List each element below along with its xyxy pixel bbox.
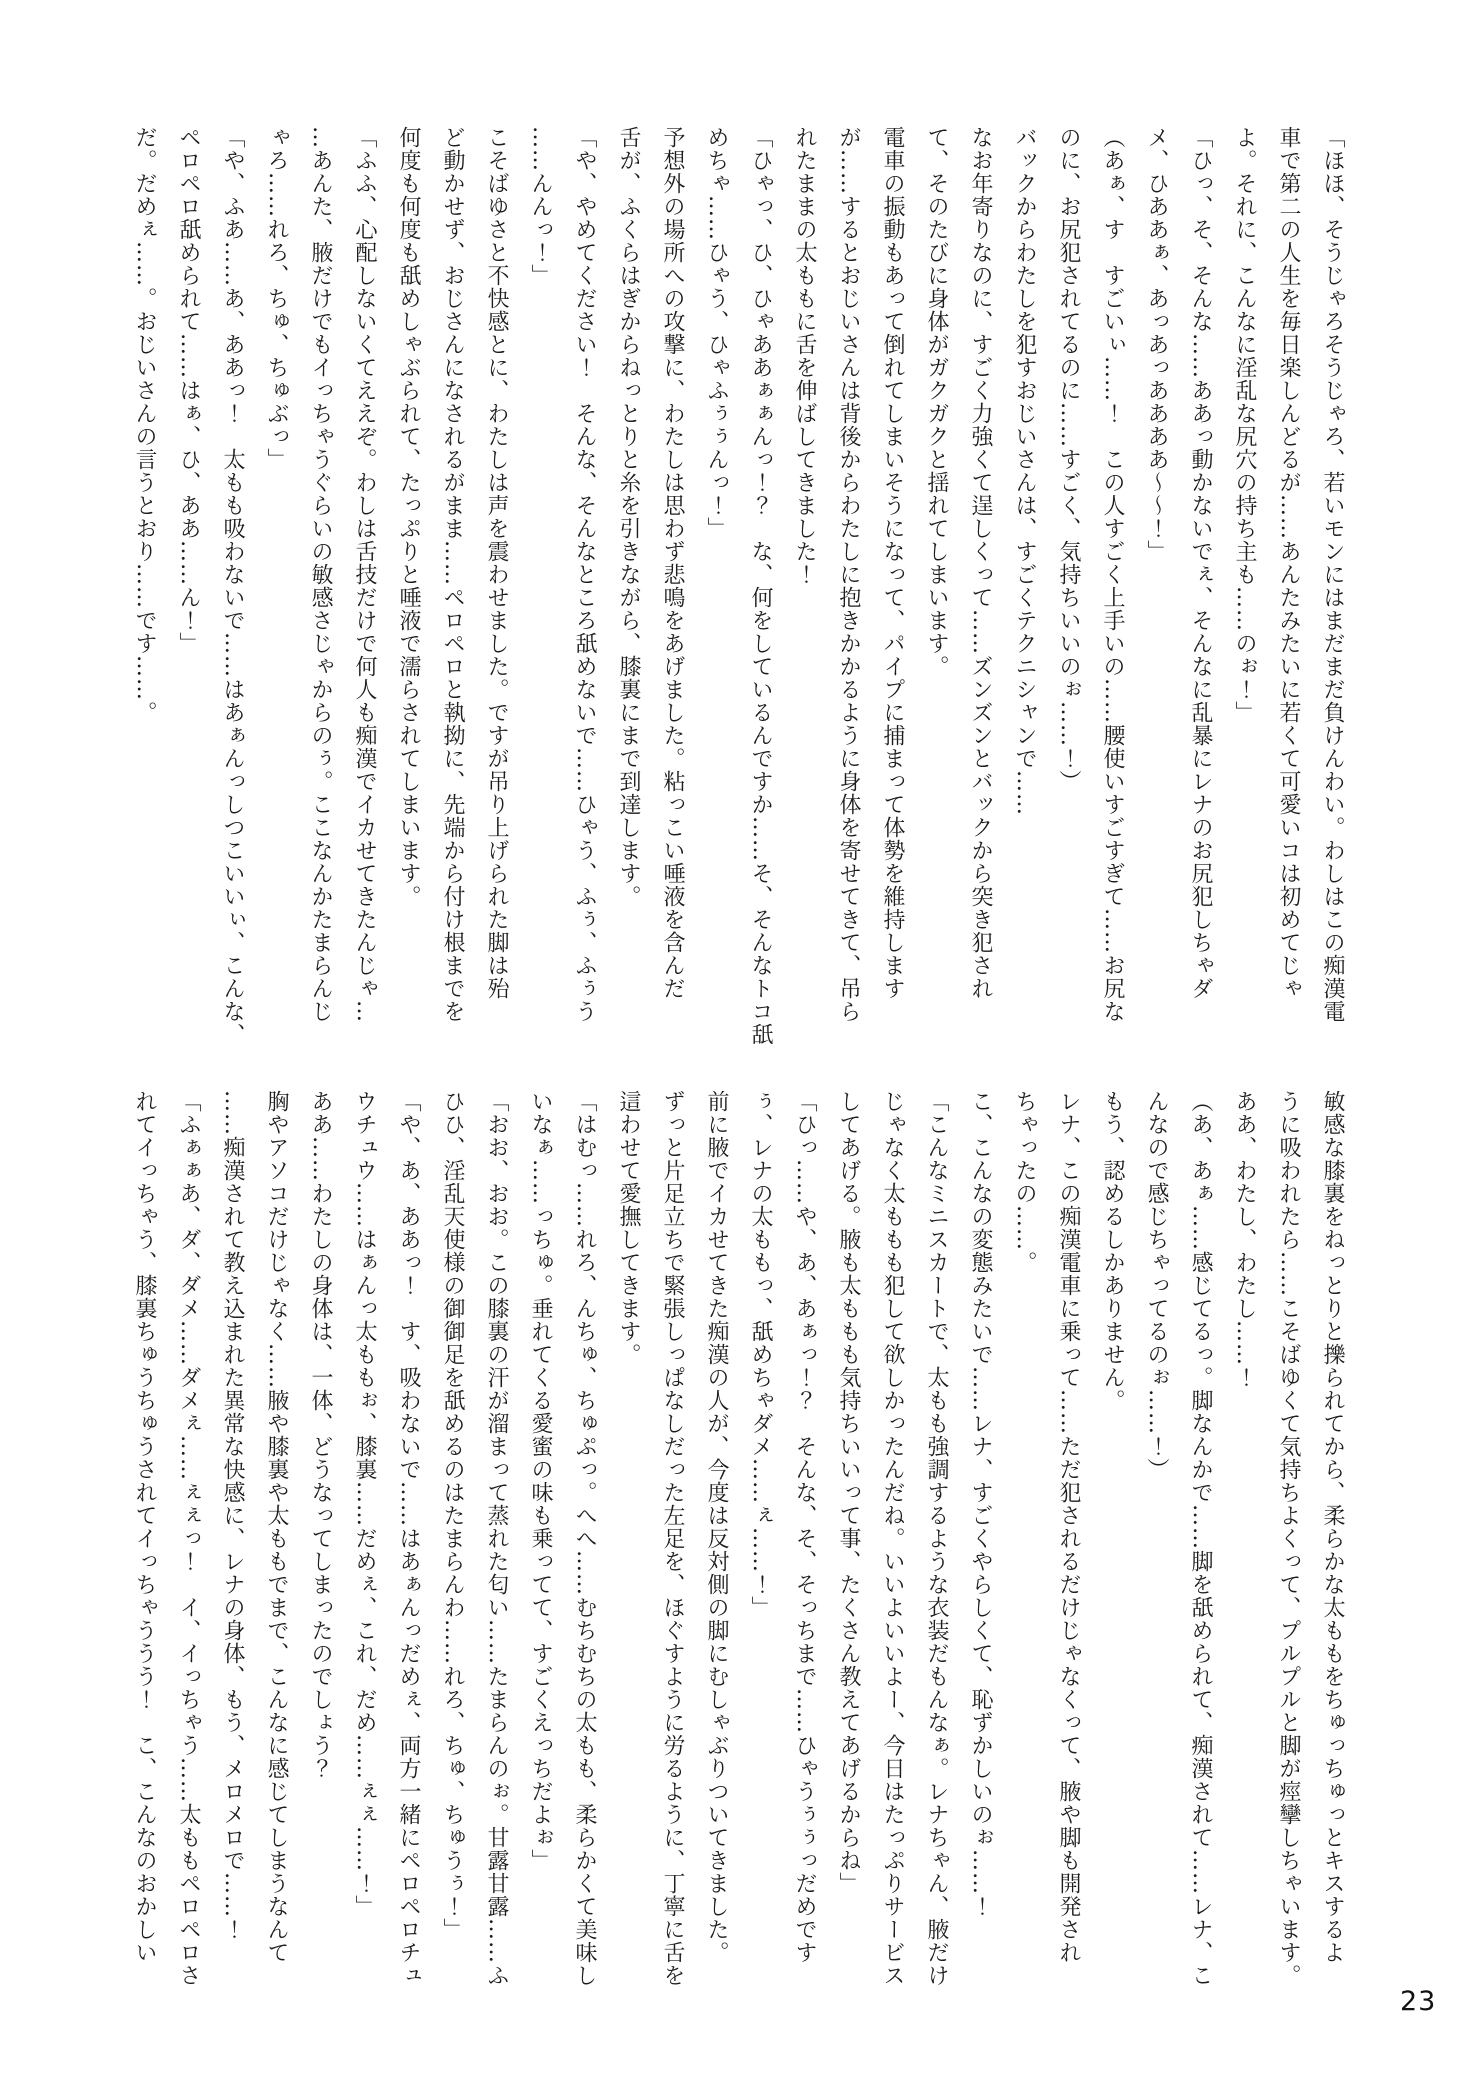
text-column: だ。だめぇ……。おじいさんの言うとおり……です……。 (132, 126, 157, 724)
text-column: もう、認めるしかありません。 (1100, 1090, 1125, 1412)
text-column: ああ、わたし、わたし……！ (1232, 1090, 1257, 1389)
text-column: 「ひっ、そ、そんな……ああっ動かないでぇ、そんなに乱暴にレナのお尻犯しちゃダ (1188, 126, 1213, 1000)
text-column: 前に腋でイカせてきた痴漢の人が、今度は反対側の脚にむしゃぶりついてきました。 (704, 1090, 729, 1964)
text-column: よ。それに、こんなに淫乱な尻穴の持ち主も……のぉ！」 (1232, 126, 1257, 724)
text-column: 予想外の場所への攻撃に、わたしは思わず悲鳴をあげました。粘っこい唾液を含んだ (660, 126, 685, 1000)
text-column: 「おお、おお。この膝裏の汗が溜まって蒸れた匂い……たまらんのぉ。甘露甘露……ふ (484, 1090, 509, 1987)
text-column: なお年寄りなのに、すごく力強くて逞しくって……ズンズンとバックから突き犯され (968, 126, 993, 1000)
text-column: 「や、ふあ……あ、ああっ！ 太もも吸わないで……はあぁんっしつこいいぃ、こんな、 (220, 126, 245, 1046)
text-column: ずっと片足立ちで緊張しっぱなしだった左足を、ほぐすように労るように、丁寧に舌を (660, 1090, 685, 1987)
text-column: メ、ひああぁ、あっあっああああ〜〜！」 (1144, 126, 1169, 563)
text-column: 車で第二の人生を毎日楽しんどるが……あんたみたいに若くて可愛いコは初めてじゃ (1276, 126, 1301, 1000)
text-column: 胸やアソコだけじゃなく……腋や膝裏や太ももでまで、こんなに感じてしまうなんて (264, 1090, 289, 1964)
text-column: ど動かせず、おじさんになされるがまま……ペロペロと執拗に、先端から付け根までを (440, 126, 465, 1023)
text-column: 「ふふ、心配しないくてええぞ。わしは舌技だけで何人も痴漢でイカせてきたんじゃ… (352, 126, 377, 1023)
text-column: ……んんっ！」 (528, 126, 553, 287)
text-column: 電車の振動もあって倒れてしまいそうになって、パイプに捕まって体勢を維持します (880, 126, 905, 1000)
text-column: （あぁ、す すごいぃ……！ この人すごく上手いの……腰使いすごすぎて……お尻な (1100, 126, 1125, 1023)
text-column: ちゃったの……。 (1012, 1090, 1037, 1274)
text-column: 舌が、ふくらはぎからねっとりと糸を引きながら、膝裏にまで到達します。 (616, 126, 641, 908)
text-column: 何度も何度も舐めしゃぶられて、たっぷりと唾液で濡らされてしまいます。 (396, 126, 421, 908)
text-column: ああ……わたしの身体は、一体、どうなってしまったのでしょう？ (308, 1090, 333, 1780)
text-column: 「はむっ……れろ、んちゅ、ちゅぷっ。へへ……むちむちの太もも、柔らかくて美味し (572, 1090, 597, 1987)
text-column: うに吸われたら……こそばゆくて気持ちよくって、プルプルと脚が痙攣しちゃいます。 (1276, 1090, 1301, 1987)
text-column: ……痴漢されて教え込まれた異常な快感に、レナの身体、もう、メロメロで……！ (220, 1090, 245, 1941)
text-column: て、そのたびに身体がガクガクと揺れてしまいます。 (924, 126, 949, 678)
text-column: バックからわたしを犯すおじいさんは、すごくテクニシャンで…… (1012, 126, 1037, 816)
text-column: んなので感じちゃってるのぉ……！） (1144, 1090, 1169, 1481)
text-column: 「こんなミニスカートで、太もも強調するような衣装だもんなぁ。レナちゃん、腋だけ (924, 1090, 949, 1987)
text-column: 敏感な膝裏をねっとりと擽られてから、柔らかな太ももをちゅっちゅっとキスするよ (1320, 1090, 1345, 1964)
top-text-block (122, 126, 1354, 1046)
text-column: （あ、あぁ……感じてるっ。脚なんかで……脚を舐められて、痴漢されて……レナ、こ (1188, 1090, 1213, 1987)
text-column: ひひ、淫乱天使様の御御足を舐めるのはたまらんわ……れろ、ちゅ、ちゅうぅ！」 (440, 1090, 465, 1941)
text-column: ゃろ……れろ、ちゅ、ちゅぶっ」 (264, 126, 289, 471)
text-column: ペロペロ舐められて……はぁ、ひ、ああ……ん！」 (176, 126, 201, 655)
text-column: が……するとおじいさんは背後からわたしに抱きかかるように身体を寄せてきて、吊ら (836, 126, 861, 1023)
text-column: 「や、あ、ああっ！ す、吸わないで……はあぁんっだめぇ、両方一緒にペロペロチュ (396, 1090, 421, 1987)
text-column: 「ほほ、そうじゃろそうじゃろ、若いモンにはまだまだ負けんわい。わしはこの痴漢電 (1320, 126, 1345, 1023)
text-column: してあげる。腋も太ももも気持ちいいって事、たくさん教えてあげるからね」 (836, 1090, 861, 1895)
text-column: じゃなく太ももも犯して欲しかったんだね。いいよいいよー、今日はたっぷりサービス (880, 1090, 905, 1987)
text-column: こそばゆさと不快感とに、わたしは声を震わせました。ですが吊り上げられた脚は殆 (484, 126, 509, 1000)
text-column: レナ、この痴漢電車に乗って……ただ犯されるだけじゃなくって、腋や脚も開発され (1056, 1090, 1081, 1964)
bottom-text-block (122, 1090, 1354, 2002)
text-column: れたままの太ももに舌を伸ばしてきました！ (792, 126, 817, 586)
text-column: 「ひっ……や、あ、あぁっ！？ そんな、そ、そっちまで……ひゃうぅぅっだめです (792, 1090, 817, 1964)
text-column: 這わせて愛撫してきます。 (616, 1090, 641, 1366)
text-column: こ、こんなの変態みたいで……レナ、すごくやらしくて、恥ずかしいのぉ……！ (968, 1090, 993, 1918)
text-column: 「ひゃっ、ひ、ひゃああぁぁんっ！？ な、何をしているんですか……そ、そんなトコ舐 (748, 126, 773, 1046)
text-column: 「や、やめてください！ そんな、そんなところ舐めないで……ひゃう、ふぅ、ふぅう (572, 126, 597, 1023)
text-column: ウチュウ……はぁんっ太ももぉ、膝裏……だめぇ、これ、だめ……ぇぇ……！」 (352, 1090, 377, 1918)
text-column: …あんた、腋だけでもイっちゃうぐらいの敏感さじゃからのぅ。ここなんかたまらんじ (308, 126, 333, 1023)
text-column: めちゃ……ひゃう、ひゃふぅぅんっ！」 (704, 126, 729, 540)
page-number: 23 (1400, 1986, 1437, 2017)
text-column: ぅ、レナの太ももっ、舐めちゃダメ……ぇ……！」 (748, 1090, 773, 1619)
text-column: れてイっちゃう、膝裏ちゅうちゅうされてイっちゃううう！ こ、こんなのおかしい (132, 1090, 157, 1964)
text-column: のに、お尻犯されてるのに……すごく、気持ちいいのぉ……！） (1056, 126, 1081, 793)
text-column: いなぁ……っちゅ。垂れてくる愛蜜の味も乗ってて、すごくえっちだよぉ」 (528, 1090, 553, 1872)
text-column: 「ふぁぁあ、ダ、ダメ……ダメぇ……ぇぇっ！ イ、イっちゃう……太ももペロペロさ (176, 1090, 201, 1987)
